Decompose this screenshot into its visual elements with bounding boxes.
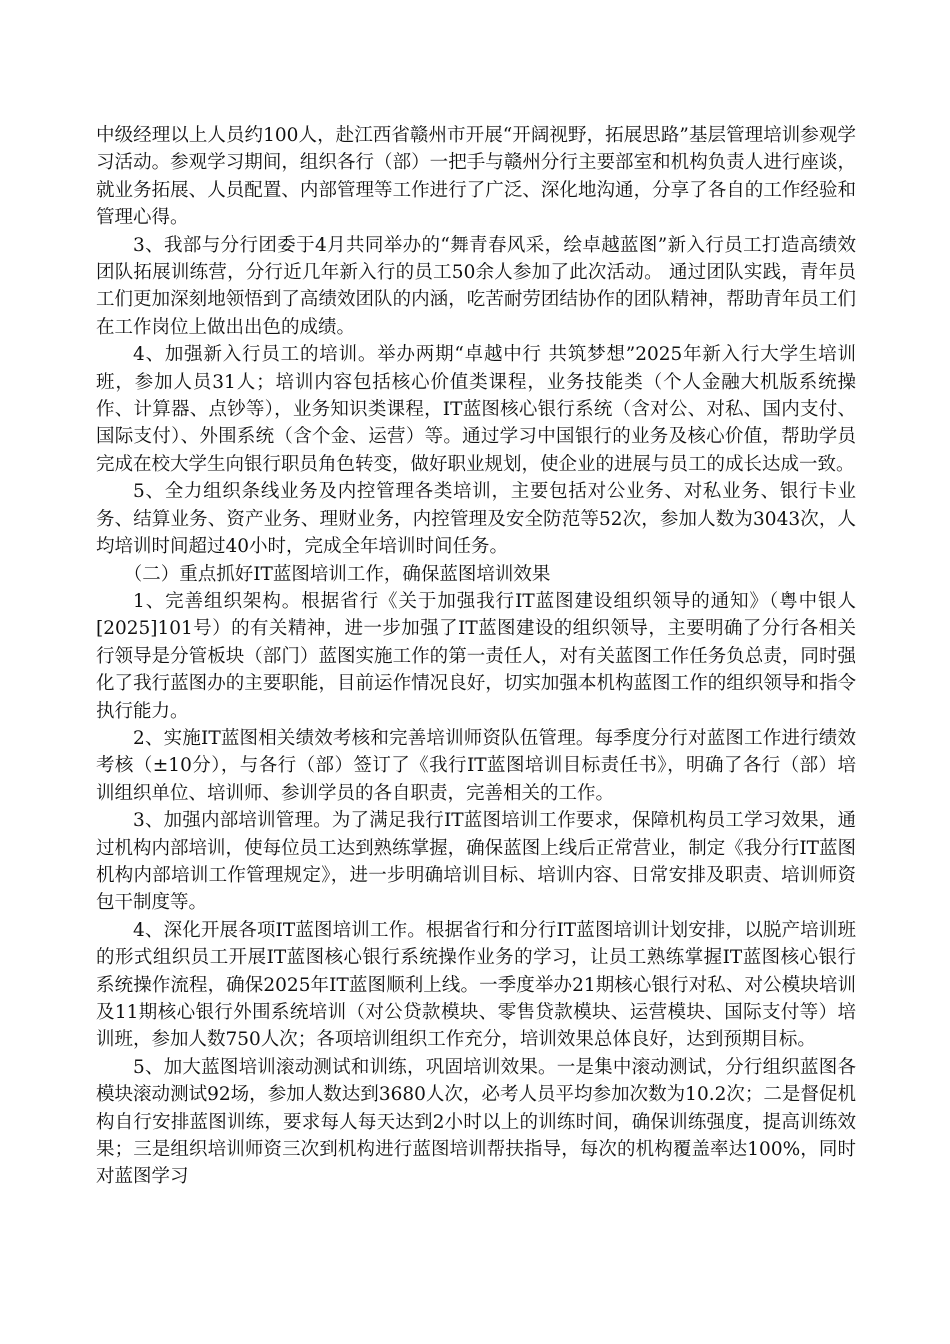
paragraph-it-item-4: 4、深化开展各项IT蓝图培训工作。根据省行和分行IT蓝图培训计划安排，以脱产培训班的形式组织员工开展IT蓝图核心银行系统操作业务的学习，让员工熟练掌握IT蓝图核心银行系统操作流程，确保2025年IT蓝图顺利上线。一季度举办21期核心银行对私、对公模块培训及11期核心银行外围系统培训（对公贷款模块、零售贷款模块、运营模块、国际支付等）培训班，参加人数750人次；各项培训组织工作充分，培训效果总体良好，达到预期目标。 bbox=[96, 919, 856, 1051]
section-heading: （二）重点抓好IT蓝图培训工作，确保蓝图培训效果 bbox=[123, 563, 551, 585]
paragraph-it-item-3: 3、加强内部培训管理。为了满足我行IT蓝图培训工作要求，保障机构员工学习效果，通过机构内部培训，使每位员工达到熟练掌握，确保蓝图上线后正常营业，制定《我分行IT蓝图机构内部培训工作管理规定》，进一步明确培训目标、培训内容、日常安排及职责、培训师资包干制度等。 bbox=[96, 810, 856, 914]
paragraph-item-5: 5、全力组织条线业务及内控管理各类培训，主要包括对公业务、对私业务、银行卡业务、结算业务、资产业务、理财业务，内控管理及安全防范等52次，参加人数为3043次，人均培训时间超过40小时，完成全年培训时间任务。 bbox=[96, 481, 856, 558]
document-body bbox=[96, 122, 856, 1191]
paragraph-item-4: 4、加强新入行员工的培训。举办两期“卓越中行 共筑梦想”2025年新入行大学生培训班，参加人员31人；培训内容包括核心价值类课程，业务技能类（个人金融大机版系统操作、计算器、点钞等），业务知识类课程，IT蓝图核心银行系统（含对公、对私、国内支付、国际支付）、外围系统（含个金、运营）等。通过学习中国银行的业务及核心价值，帮助学员完成在校大学生向银行职员角色转变，做好职业规划，使企业的进展与员工的成长达成一致。 bbox=[96, 344, 856, 475]
paragraph-it-item-1: 1、完善组织架构。根据省行《关于加强我行IT蓝图建设组织领导的通知》（粤中银人[2025]101号）的有关精神，进一步加强了IT蓝图建设的组织领导，主要明确了分行各相关行领导是分管板块（部门）蓝图实施工作的第一责任人，对有关蓝图工作任务负总责，同时强化了我行蓝图办的主要职能，目前运作情况良好，切实加强本机构蓝图工作的组织领导和指令执行能力。 bbox=[96, 590, 856, 722]
paragraph-it-item-2: 2、实施IT蓝图相关绩效考核和完善培训师资队伍管理。每季度分行对蓝图工作进行绩效考核（±10分），与各行（部）签订了《我行IT蓝图培训目标责任书》，明确了各行（部）培训组织单位、培训师、参训学员的各自职责，完善相关的工作。 bbox=[96, 727, 856, 804]
paragraph-it-item-5: 5、加大蓝图培训滚动测试和训练，巩固培训效果。一是集中滚动测试，分行组织蓝图各模块滚动测试92场，参加人数达到3680人次，必考人员平均参加次数为10.2次；二是督促机构自行安排蓝图训练，要求每人每天达到2小时以上的训练时间，确保训练强度，提高训练效果；三是组织培训师资三次到机构进行蓝图培训帮扶指导，每次的机构覆盖率达100%，同时对蓝图学习 bbox=[96, 1056, 856, 1188]
paragraph-continuation: 中级经理以上人员约100人，赴江西省赣州市开展“开阔视野，拓展思路”基层管理培训参观学习活动。参观学习期间，组织各行（部）一把手与赣州分行主要部室和机构负责人进行座谈，就业务拓展、人员配置、内部管理等工作进行了广泛、深化地沟通，分享了各自的工作经验和管理心得。 bbox=[96, 125, 856, 229]
paragraph-item-3: 3、我部与分行团委于4月共同举办的“舞青春风采，绘卓越蓝图”新入行员工打造高绩效团队拓展训练营，分行近几年新入行的员工50余人参加了此次活动。 通过团队实践，青年员工们更加深刻地领悟到了高绩效团队的内涵，吃苦耐劳团结协作的团队精神，帮助青年员工们在工作岗位上做出出色的成绩。 bbox=[96, 234, 856, 338]
